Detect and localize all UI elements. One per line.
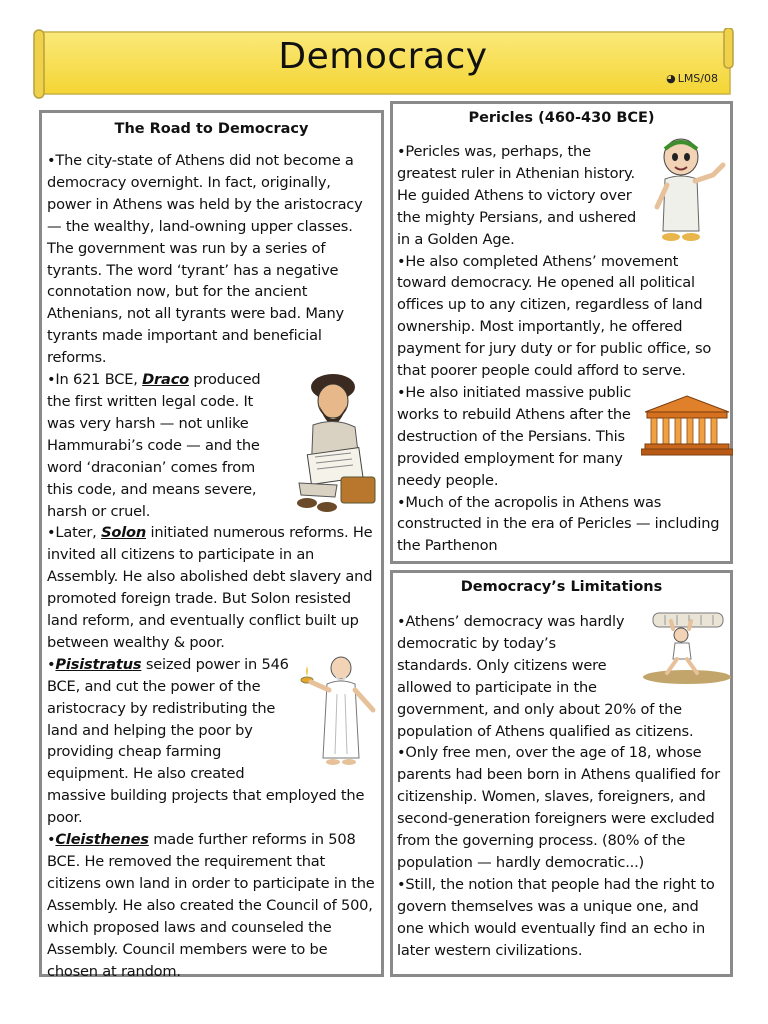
road-body xyxy=(47,150,379,982)
limitations-paragraph-1 xyxy=(397,611,729,742)
limitations-heading: Democracy’s Limitations xyxy=(460,579,663,595)
name-draco: Draco xyxy=(142,371,189,389)
road-heading: The Road to Democracy xyxy=(114,121,309,137)
credit-label xyxy=(666,72,718,85)
pericles-paragraph-1 xyxy=(397,141,729,251)
limitations-panel xyxy=(390,570,733,977)
road-p3-post: initiated numerous reforms. He invited all citizens to participate in an Assembly. He also abolished debt slavery and promoted foreign trade. But Solon resisted land reform, and eventually conflict built up between wealthy & poor. xyxy=(47,524,373,651)
name-pisistratus: Pisistratus xyxy=(55,655,142,673)
road-p3-pre: •Later, xyxy=(47,524,102,542)
road-paragraph-cleisthenes xyxy=(47,829,379,982)
pericles-paragraph-3 xyxy=(397,382,729,492)
name-solon: Solon xyxy=(101,524,147,542)
pericles-paragraph-2: •He also completed Athens’ movement toward democracy. He opened all political offices up to any citizen, regardless of land ownership. Most importantly, he offered payment for jury duty or for public office, so that poorer people could afford to serve. xyxy=(397,252,712,380)
road-to-democracy-panel xyxy=(39,110,384,980)
figure-with-column-icon xyxy=(641,607,733,685)
road-p4-post: seized power in 546 BCE, and cut the power of the aristocracy by redistributing the land and helping the poor by providing cheap farming equipment. He also created massive building projects that employed the poor. xyxy=(47,655,365,827)
credit-text: LMS/08 xyxy=(677,72,718,85)
road-paragraph-solon xyxy=(47,522,379,653)
road-paragraph-draco xyxy=(47,369,379,522)
pericles-panel xyxy=(390,101,733,564)
road-paragraph-pisistratus xyxy=(47,654,379,829)
pericles-heading: Pericles (460-430 BCE) xyxy=(468,110,655,126)
pericles-body xyxy=(397,141,729,557)
limitations-paragraph-3: •Still, the notion that people had the right to govern themselves was a unique one, and one which would eventually find an echo in later western civilizations. xyxy=(397,875,715,959)
road-p4-pre: • xyxy=(47,655,56,673)
page-title: Democracy xyxy=(278,36,488,77)
pericles-p3-text: •He also initiated massive public works to rebuild Athens after the destruction of the Persians. This provided employment for many needy people. xyxy=(397,383,632,489)
scribe-figure-icon xyxy=(289,365,381,517)
road-p2-post: produced the first written legal code. It was very harsh — not unlike Hammurabi’s code — and the word ‘draconian’ comes from this code, and means severe, harsh or cruel. xyxy=(47,371,261,520)
robed-figure-with-lamp-icon xyxy=(297,654,379,772)
road-p2-pre: •In 621 BCE, xyxy=(47,371,143,389)
laurel-figure-icon xyxy=(647,135,731,247)
pericles-p1-text: •Pericles was, perhaps, the greatest ruler in Athenian history. He guided Athens to victory over the mighty Persians, and ushered in a Golden Age. xyxy=(397,143,637,248)
limitations-p1-text: •Athens’ democracy was hardly democratic by today’s standards. Only citizens were allowed to participate in the government, and only about 20% of the population of Athens qualified as citizens. xyxy=(397,613,694,740)
eye-icon: ◕ xyxy=(666,72,676,85)
parthenon-temple-icon xyxy=(641,394,733,456)
limitations-paragraph-2: •Only free men, over the age of 18, whose parents had been born in Athens qualified for citizenship. Women, slaves, foreigners, and second-generation foreigners were excluded from the governing process. (80% of the population — hardly democratic...) xyxy=(397,744,720,871)
road-paragraph-1: •The city-state of Athens did not become a democracy overnight. In fact, originally, power in Athens was held by the aristocracy — the wealthy, land-owning upper classes. The government was run by a series of tyrants. The word ‘tyrant’ has a negative connotation now, but for the ancient Athenians, not all tyrants were bad. Many tyrants made important and beneficial reforms. xyxy=(47,152,363,367)
name-cleisthenes: Cleisthenes xyxy=(55,831,149,849)
pericles-paragraph-4: •Much of the acropolis in Athens was constructed in the era of Pericles — including the Parthenon xyxy=(397,493,720,555)
road-p5-pre: • xyxy=(47,831,56,849)
title-banner xyxy=(32,28,734,100)
road-p5-post: made further reforms in 508 BCE. He removed the requirement that citizens own land in order to participate in the Assembly. He also created the Council of 500, which proposed laws and counseled the Assembly. Council members were to be chosen at random. xyxy=(47,831,375,980)
limitations-body xyxy=(397,611,729,962)
